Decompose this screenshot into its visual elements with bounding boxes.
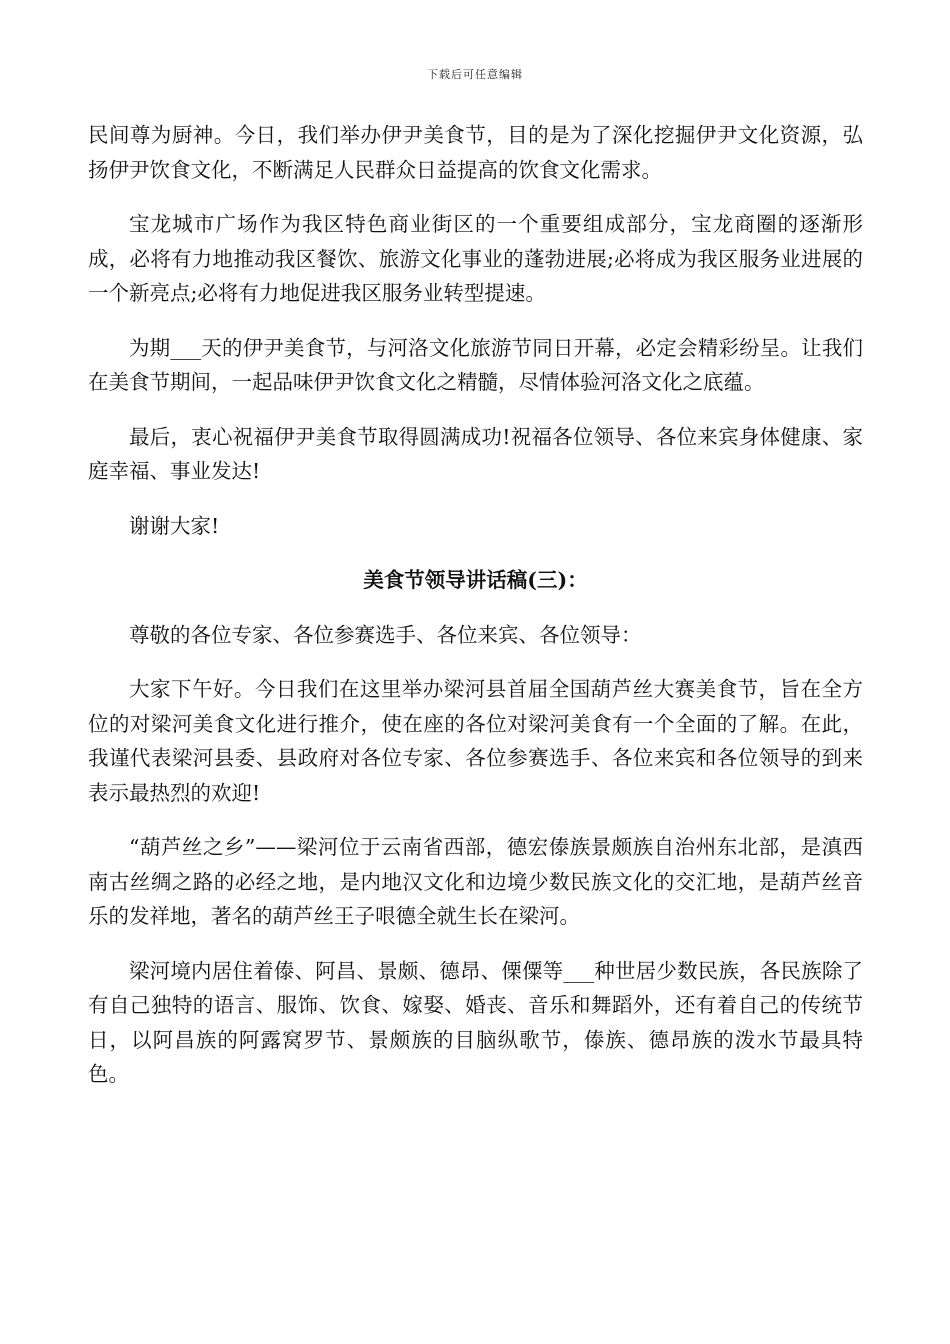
paragraph-continuation: 民间尊为厨神。今日，我们举办伊尹美食节，目的是为了深化挖掘伊尹文化资源，弘扬伊尹饮食文化，不断满足人民群众日益提高的饮食文化需求。 bbox=[88, 123, 863, 182]
paragraph-welcome: 大家下午好。今日我们在这里举办梁河县首届全国葫芦丝大赛美食节，旨在全方位的对梁河美食文化进行推介，使在座的各位对梁河美食有一个全面的了解。在此，我谨代表梁河县委、县政府对各位专家、各位参赛选手、各位来宾和各位领导的到来表示最热烈的欢迎! bbox=[88, 677, 863, 805]
paragraph-closing-wishes: 最后，衷心祝福伊尹美食节取得圆满成功!祝福各位领导、各位来宾身体健康、家庭幸福、事业发达! bbox=[88, 424, 863, 483]
paragraph-salutation: 尊敬的各位专家、各位参赛选手、各位来宾、各位领导： bbox=[129, 622, 642, 647]
page-header: 下载后可任意编辑 bbox=[427, 68, 523, 81]
paragraph-thanks: 谢谢大家! bbox=[129, 513, 220, 538]
paragraph-festival-duration: 为期___天的伊尹美食节，与河洛文化旅游节同日开幕，必定会精彩纷呈。让我们在美食节期间，一起品味伊尹饮食文化之精髓，尽情体验河洛文化之底蕴。 bbox=[88, 335, 863, 394]
paragraph-ethnic-groups: 梁河境内居住着傣、阿昌、景颇、德昂、傈僳等___种世居少数民族，各民族除了有自己独特的语言、服饰、饮食、嫁娶、婚丧、音乐和舞蹈外，还有着自己的传统节日，以阿昌族的阿露窝罗节、景颇族的目脑纵歌节，傣族、德昂族的泼水节最具特色。 bbox=[88, 958, 863, 1086]
document-body bbox=[88, 118, 863, 1112]
paragraph-lianghe-intro: “葫芦丝之乡”——梁河位于云南省西部，德宏傣族景颇族自治州东北部，是滇西南古丝绸之路的必经之地，是内地汉文化和边境少数民族文化的交汇地，是葫芦丝音乐的发祥地，著名的葫芦丝王子哏德全就生长在梁河。 bbox=[88, 835, 863, 928]
section-heading: 美食节领导讲话稿(三)： bbox=[363, 568, 588, 592]
paragraph-baolong-plaza: 宝龙城市广场作为我区特色商业街区的一个重要组成部分，宝龙商圈的逐渐形成，必将有力地推动我区餐饮、旅游文化事业的蓬勃进展;必将成为我区服务业进展的一个新亮点;必将有力地促进我区服务业转型提速。 bbox=[88, 212, 863, 305]
